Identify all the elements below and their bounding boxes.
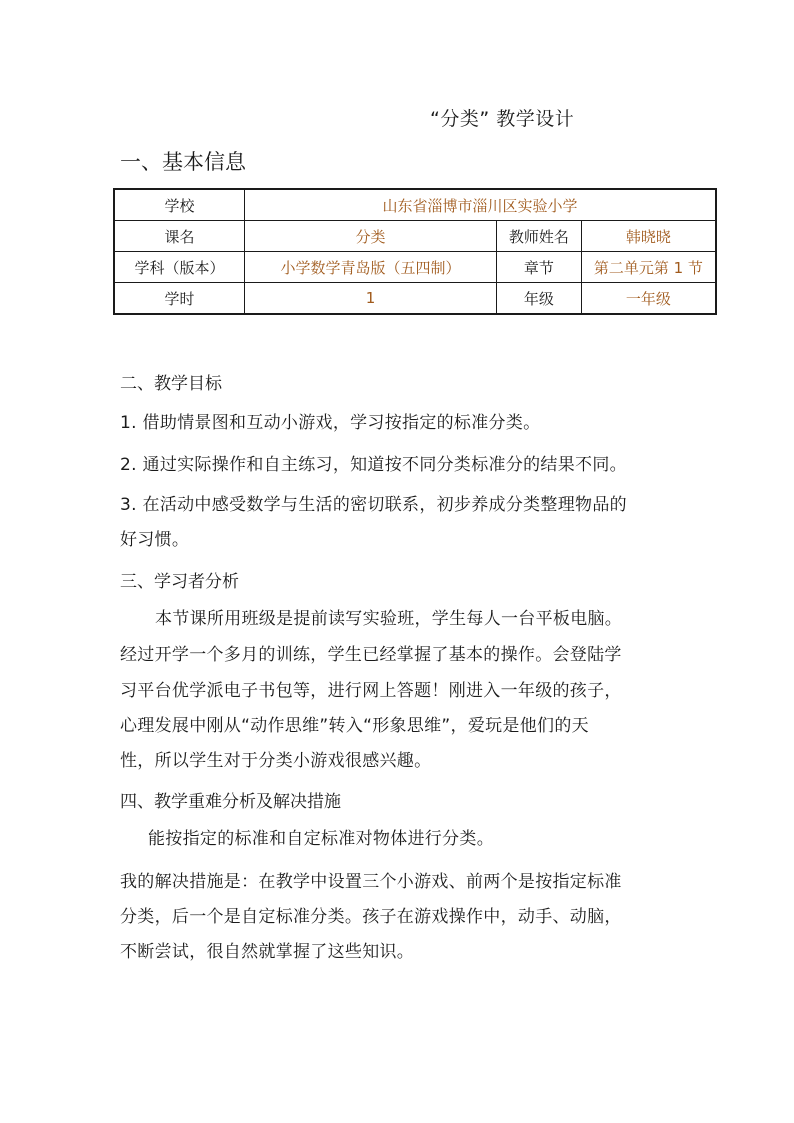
paragraph-line: 经过开学一个多月的训练，学生已经掌握了基本的操作。会登陆学 xyxy=(120,645,622,665)
table-cell-value: 山东省淄博市淄川区实验小学 xyxy=(245,189,717,221)
paragraph-line: 2. 通过实际操作和自主练习，知道按不同分类标准分的结果不同。 xyxy=(120,455,627,475)
table-cell-value: 第二单元第 1 节 xyxy=(581,252,716,283)
table-row xyxy=(114,221,716,252)
table-cell-label: 章节 xyxy=(497,252,582,283)
section-heading-teaching-goals: 二、教学目标 xyxy=(120,374,222,394)
paragraph-line: 性，所以学生对于分类小游戏很感兴趣。 xyxy=(120,751,432,771)
table-cell-label: 学科（版本） xyxy=(114,252,245,283)
table-cell-label: 学时 xyxy=(114,283,245,315)
paragraph-line: 心理发展中刚从“动作思维”转入“形象思维”，爱玩是他们的天 xyxy=(120,716,589,736)
paragraph-line: 不断尝试，很自然就掌握了这些知识。 xyxy=(120,942,415,962)
table-cell-label: 学校 xyxy=(114,189,245,221)
table-cell-value: 1 xyxy=(245,283,497,315)
paragraph-line: 分类，后一个是自定标准分类。孩子在游戏操作中，动手、动脑， xyxy=(120,907,622,927)
paragraph-line: 习平台优学派电子书包等，进行网上答题！刚进入一年级的孩子， xyxy=(120,681,622,701)
table-cell-value: 分类 xyxy=(245,221,497,252)
paragraph-line: 能按指定的标准和自定标准对物体进行分类。 xyxy=(148,829,494,849)
paragraph-line: 本节课所用班级是提前读写实验班，学生每人一台平板电脑。 xyxy=(155,609,623,629)
table-row xyxy=(114,189,716,221)
table-row xyxy=(114,252,716,283)
section-heading-learner-analysis: 三、学习者分析 xyxy=(120,572,239,592)
table-cell-label: 年级 xyxy=(497,283,582,315)
table-cell-value: 小学数学青岛版（五四制） xyxy=(245,252,497,283)
paragraph-line: 好习惯。 xyxy=(120,530,190,550)
table-cell-label: 教师姓名 xyxy=(497,221,582,252)
basic-info-table xyxy=(113,188,717,315)
paragraph-line: 3. 在活动中感受数学与生活的密切联系，初步养成分类整理物品的 xyxy=(120,495,627,515)
document-title: “分类” 教学设计 xyxy=(430,108,575,130)
table-cell-label: 课名 xyxy=(114,221,245,252)
table-cell-value: 一年级 xyxy=(581,283,716,315)
section-heading-basic-info: 一、基本信息 xyxy=(120,150,246,174)
table-cell-value: 韩晓晓 xyxy=(581,221,716,252)
table-row xyxy=(114,283,716,315)
section-heading-key-difficulties: 四、教学重难分析及解决措施 xyxy=(120,792,341,812)
paragraph-line: 我的解决措施是：在教学中设置三个小游戏、前两个是按指定标准 xyxy=(120,872,622,892)
paragraph-line: 1. 借助情景图和互动小游戏，学习按指定的标准分类。 xyxy=(120,413,541,433)
